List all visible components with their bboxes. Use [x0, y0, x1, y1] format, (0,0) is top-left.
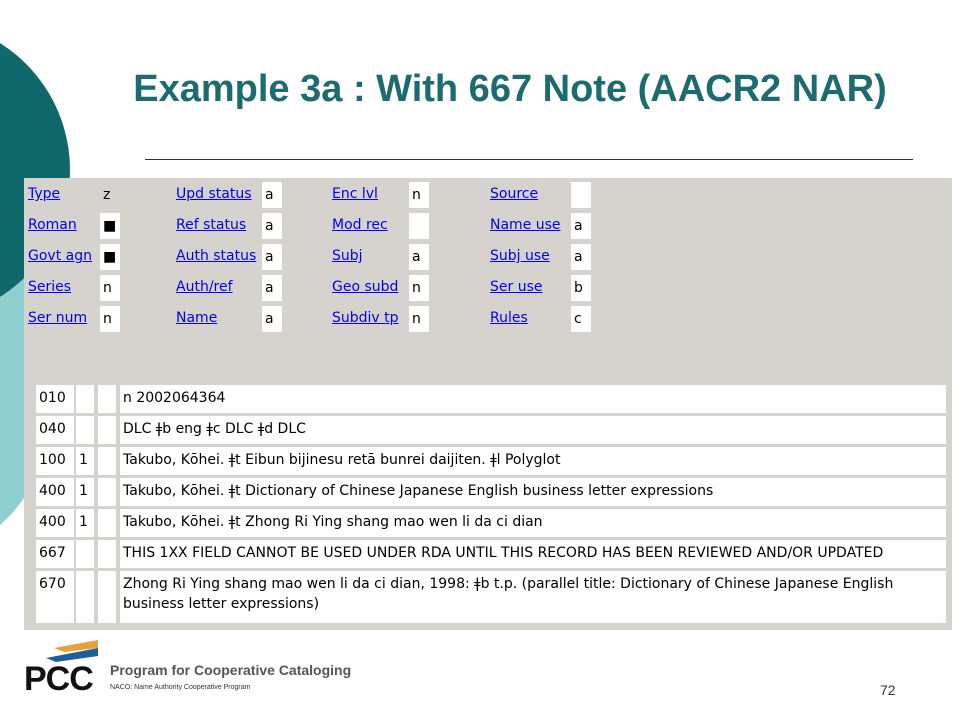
marc-field-row [36, 540, 946, 568]
fixed-field-value[interactable]: n [409, 275, 429, 301]
fixed-field-value[interactable]: b [571, 275, 591, 301]
fixed-field-value[interactable]: a [262, 182, 282, 208]
fixed-field-label[interactable]: Name use [490, 217, 561, 233]
fixed-field-label[interactable]: Series [28, 279, 72, 295]
fixed-field-value[interactable]: a [262, 306, 282, 332]
field-indicator-2[interactable] [98, 416, 116, 444]
field-indicator-1[interactable] [76, 540, 94, 568]
fixed-field-label[interactable]: Subj use [490, 248, 550, 264]
marc-record-panel [24, 178, 952, 630]
fixed-field-label[interactable]: Rules [490, 310, 528, 326]
marc-field-row [36, 509, 946, 537]
field-tag[interactable]: 667 [36, 540, 74, 568]
marc-field-row [36, 416, 946, 444]
fixed-field-value[interactable]: n [100, 306, 120, 332]
fixed-field-label[interactable]: Mod rec [332, 217, 388, 233]
field-indicator-2[interactable] [98, 478, 116, 506]
field-text[interactable]: THIS 1XX FIELD CANNOT BE USED UNDER RDA UNTIL THIS RECORD HAS BEEN REVIEWED AND/OR UPDATED [120, 540, 946, 568]
field-tag[interactable]: 400 [36, 478, 74, 506]
fixed-field-value[interactable]: a [262, 275, 282, 301]
field-indicator-1[interactable] [76, 416, 94, 444]
field-tag[interactable]: 040 [36, 416, 74, 444]
naco-line: NACO: Name Authority Cooperative Program [110, 684, 251, 691]
fixed-field-value[interactable]: n [409, 182, 429, 208]
field-indicator-1[interactable]: 1 [76, 447, 94, 475]
fixed-field-value[interactable]: c [571, 306, 591, 332]
field-indicator-2[interactable] [98, 540, 116, 568]
fixed-field-label[interactable]: Ref status [176, 217, 247, 233]
fixed-field-label[interactable]: Roman [28, 217, 77, 233]
fixed-field-label[interactable]: Ser num [28, 310, 88, 326]
field-text[interactable]: DLC ǂb eng ǂc DLC ǂd DLC [120, 416, 946, 444]
fixed-field-label[interactable]: Source [490, 186, 539, 202]
fixed-field-value[interactable]: ■ [100, 213, 120, 239]
fixed-field-value[interactable]: n [100, 275, 120, 301]
fixed-field-label[interactable]: Name [176, 310, 218, 326]
marc-field-row [36, 478, 946, 506]
fixed-field-value[interactable] [571, 182, 591, 208]
marc-field-row [36, 385, 946, 413]
fixed-field-label[interactable]: Auth/ref [176, 279, 233, 295]
fixed-field-label[interactable]: Auth status [176, 248, 257, 264]
field-indicator-2[interactable] [98, 509, 116, 537]
marc-field-row [36, 571, 946, 623]
page-number: 72 [880, 682, 896, 698]
field-text[interactable]: n 2002064364 [120, 385, 946, 413]
fixed-field-label[interactable]: Upd status [176, 186, 252, 202]
pcc-logo-text: PCC [24, 660, 93, 698]
field-tag[interactable]: 010 [36, 385, 74, 413]
field-tag[interactable]: 670 [36, 571, 74, 623]
fixed-field-value[interactable]: ■ [100, 244, 120, 270]
fixed-field-label[interactable]: Enc lvl [332, 186, 378, 202]
org-name: Program for Cooperative Cataloging [110, 662, 352, 678]
field-indicator-1[interactable] [76, 571, 94, 623]
pcc-logo [24, 636, 104, 698]
fixed-field-value[interactable]: n [409, 306, 429, 332]
marc-field-row [36, 447, 946, 475]
fixed-field-label[interactable]: Type [28, 186, 61, 202]
fixed-field-label[interactable]: Govt agn [28, 248, 92, 264]
fixed-field-value[interactable]: a [262, 213, 282, 239]
field-text[interactable]: Takubo, Kōhei. ǂt Dictionary of Chinese Japanese English business letter expressions [120, 478, 946, 506]
fixed-field-label[interactable]: Subj [332, 248, 363, 264]
field-indicator-1[interactable] [76, 385, 94, 413]
fixed-field-value: z [103, 187, 111, 203]
fixed-field-value[interactable] [409, 213, 429, 239]
field-text[interactable]: Takubo, Kōhei. ǂt Zhong Ri Ying shang mao wen li da ci dian [120, 509, 946, 537]
field-tag[interactable]: 100 [36, 447, 74, 475]
fixed-field-label[interactable]: Geo subd [332, 279, 399, 295]
slide-title: Example 3a : With 667 Note (AACR2 NAR) [133, 68, 887, 110]
title-divider [145, 159, 913, 160]
fixed-field-label[interactable]: Subdiv tp [332, 310, 399, 326]
field-indicator-2[interactable] [98, 571, 116, 623]
fixed-field-value[interactable]: a [409, 244, 429, 270]
field-text[interactable]: Takubo, Kōhei. ǂt Eibun bijinesu retā bunrei daijiten. ǂl Polyglot [120, 447, 946, 475]
fixed-field-label[interactable]: Ser use [490, 279, 543, 295]
field-indicator-2[interactable] [98, 447, 116, 475]
field-text[interactable]: Zhong Ri Ying shang mao wen li da ci dian, 1998: ǂb t.p. (parallel title: Dictionary of Chinese Japanese English business letter expressions) [120, 571, 946, 623]
fixed-field-value[interactable]: a [262, 244, 282, 270]
fixed-field-value[interactable]: a [571, 244, 591, 270]
field-indicator-1[interactable]: 1 [76, 478, 94, 506]
fixed-field-value[interactable]: a [571, 213, 591, 239]
field-tag[interactable]: 400 [36, 509, 74, 537]
field-indicator-1[interactable]: 1 [76, 509, 94, 537]
field-indicator-2[interactable] [98, 385, 116, 413]
